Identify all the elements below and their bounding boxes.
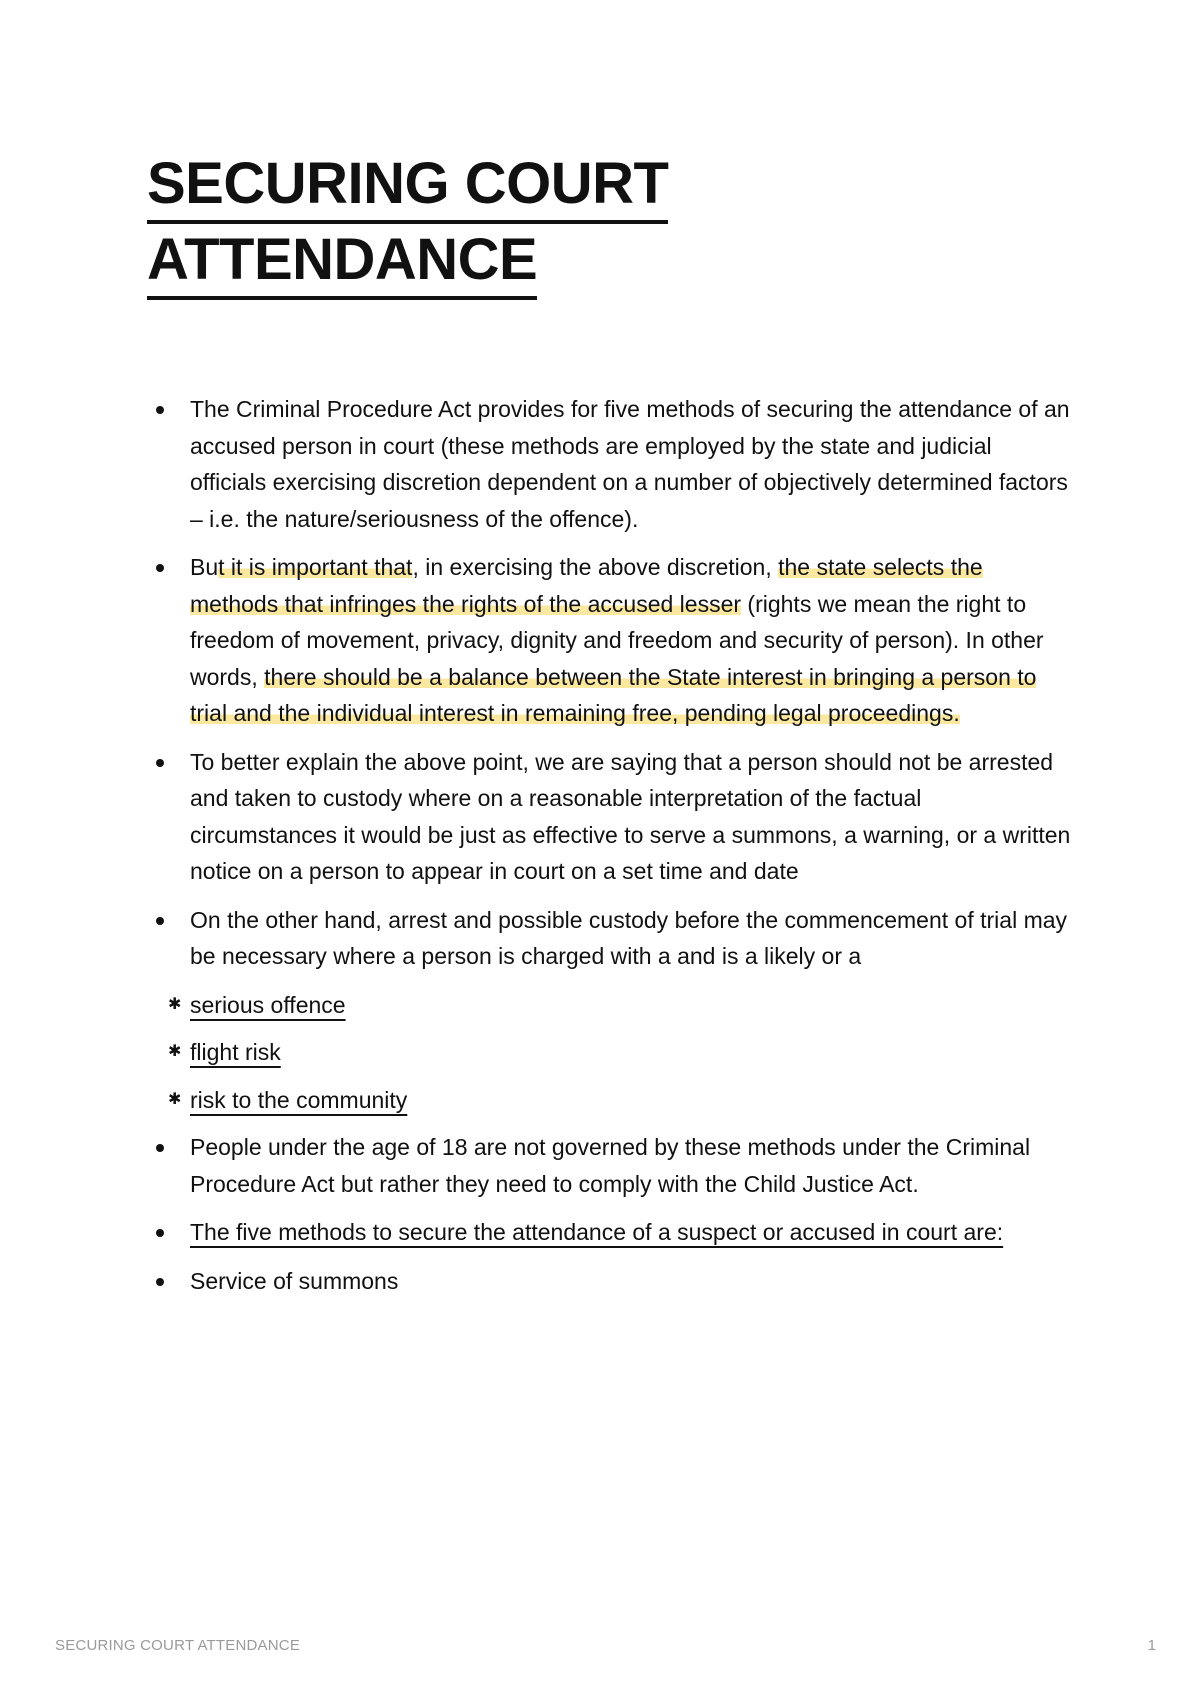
list-item-text: , in exercising the above discretion, — [412, 554, 779, 580]
bullet-list — [147, 391, 1072, 1311]
list-item-text: risk to the community — [190, 1086, 408, 1113]
bullet-dot-icon — [156, 564, 164, 572]
list-item — [147, 1082, 1072, 1119]
bullet-dot-icon — [156, 1144, 164, 1152]
page-number: 1 — [1147, 1637, 1156, 1654]
bullet-dot-icon — [156, 1229, 164, 1237]
list-item — [147, 1129, 1072, 1202]
list-item — [147, 1263, 1072, 1300]
list-item-text: Bu — [190, 554, 219, 580]
bullet-dot-icon — [156, 917, 164, 925]
footer-title: SECURING COURT ATTENDANCE — [55, 1637, 301, 1654]
list-item-text: flight risk — [190, 1039, 281, 1065]
asterisk-icon: ✱ — [168, 1043, 182, 1060]
list-item-text: (rights we mean the right to freedom of movement, privacy, dignity and freedom and security of person). In other words, — [190, 590, 1044, 690]
list-item-text: To better explain the above point, we are saying that a person should not be arrested and taken to custody where on a reasonable interpretation of the factual circumstances it would be just as effective to serve a summons, a warning, or a written notice on a person to appear in court on a set time and date — [190, 748, 1071, 884]
list-item-text: The five methods to secure the attendance of a suspect or accused in court are: — [190, 1219, 1004, 1245]
list-item — [147, 902, 1072, 975]
list-item-text: Service of summons — [190, 1267, 399, 1294]
highlighted-text: the state selects the methods that infringes the rights of the accused lesser — [190, 554, 983, 617]
title-line-1: SECURING COURT — [147, 148, 668, 224]
list-item-text: On the other hand, arrest and possible custody before the commencement of trial may be necessary where a person is charged with a and is a likely or a — [190, 906, 1068, 969]
list-item — [147, 1214, 1072, 1251]
list-item-text: People under the age of 18 are not governed by these methods under the Criminal Procedure Act but rather they need to comply with the Child Justice Act. — [190, 1134, 1031, 1197]
page-title — [147, 148, 668, 300]
asterisk-icon: ✱ — [168, 995, 182, 1013]
highlighted-text: t it is important that — [218, 554, 413, 580]
list-item — [147, 549, 1072, 732]
bullet-dot-icon — [156, 759, 164, 767]
list-item — [147, 744, 1072, 890]
list-item-text: serious offence — [190, 991, 346, 1018]
highlighted-text: there should be a balance between the State interest in bringing a person to trial and the individual interest in remaining free, pending legal proceedings. — [190, 663, 1037, 726]
list-item — [147, 987, 1072, 1024]
bullet-dot-icon — [156, 406, 164, 414]
list-item — [147, 1034, 1072, 1071]
list-item-text: The Criminal Procedure Act provides for five methods of securing the attendance of an accused person in court (these methods are employed by the state and judicial officials exercising discretion dependent on a number of objectively determined factors – i.e. the nature/seriousness of the offence). — [190, 396, 1070, 532]
bullet-dot-icon — [156, 1278, 164, 1286]
asterisk-icon: ✱ — [168, 1090, 182, 1108]
title-line-2: ATTENDANCE — [147, 224, 537, 300]
list-item — [147, 391, 1072, 537]
